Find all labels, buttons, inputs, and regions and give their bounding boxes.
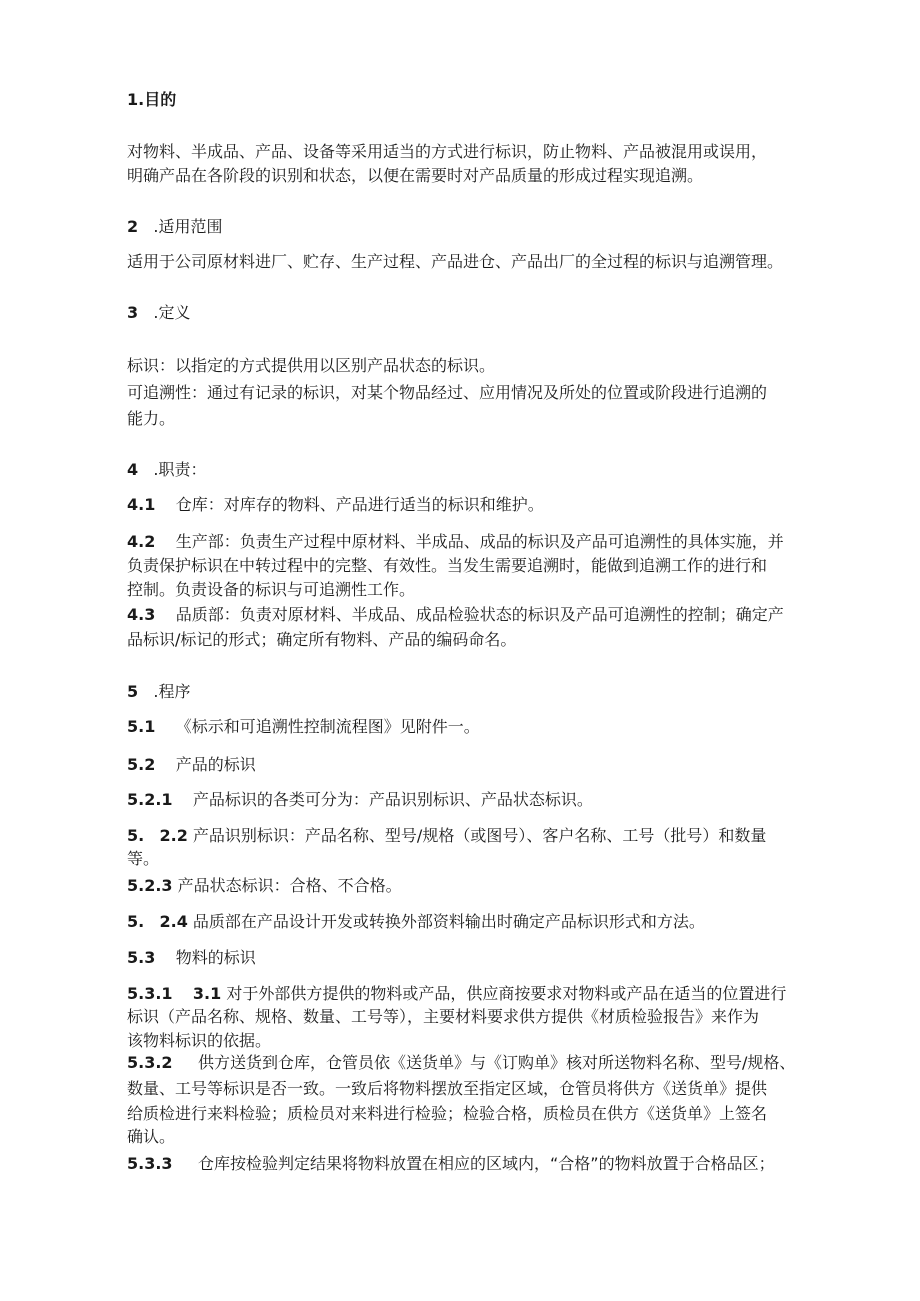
clause-5-3 bbox=[127, 947, 256, 969]
clause-5-3-1-line-2: 标识（产品名称、规格、数量、工号等），主要材料要求供方提供《材质检验报告》来作为 bbox=[127, 1007, 760, 1026]
section-3-title bbox=[127, 302, 191, 324]
clause-5-3-1-number-a: 5.3.1 bbox=[127, 984, 173, 1003]
clause-5-2-3-text: 产品状态标识：合格、不合格。 bbox=[177, 876, 402, 895]
clause-4-2-number: 4.2 bbox=[127, 532, 156, 551]
section-5-number: 5 bbox=[127, 682, 139, 701]
clause-4-3-text-1: 品质部：负责对原材料、半成品、成品检验状态的标识及产品可追溯性的控制；确定产 bbox=[175, 605, 784, 624]
definition-traceability-line-1: 可追溯性：通过有记录的标识，对某个物品经过、应用情况及所处的位置或阶段进行追溯的 bbox=[127, 383, 768, 402]
clause-5-3-3-text: 仓库按检验判定结果将物料放置在相应的区域内，“合格”的物料放置于合格品区； bbox=[198, 1154, 775, 1173]
clause-5-2-4-number-b: 2.4 bbox=[159, 912, 188, 931]
clause-4-3-line-1 bbox=[127, 604, 784, 626]
clause-5-3-1-text-1: 对于外部供方提供的物料或产品，供应商按要求对物料或产品在适当的位置进行 bbox=[226, 984, 787, 1003]
clause-5-3-1-line-1 bbox=[127, 983, 786, 1005]
section-2-body: 适用于公司原材料进厂、贮存、生产过程、产品进仓、产品出厂的全过程的标识与追溯管理。 bbox=[127, 252, 784, 271]
clause-4-1-text: 仓库：对库存的物料、产品进行适当的标识和维护。 bbox=[175, 495, 544, 514]
clause-5-2-4-number-a: 5. bbox=[127, 912, 145, 931]
clause-5-2-1 bbox=[127, 789, 593, 811]
clause-5-2-2-line-2: 等。 bbox=[127, 849, 160, 868]
section-1-title: 1.目的 bbox=[127, 90, 177, 109]
section-4-text: .职责： bbox=[153, 460, 207, 479]
clause-5-2-3-number: 5.2.3 bbox=[127, 876, 173, 895]
clause-4-1-number: 4.1 bbox=[127, 495, 156, 514]
clause-4-2-text-1: 生产部：负责生产过程中原材料、半成品、成品的标识及产品可追溯性的具体实施，并 bbox=[175, 532, 784, 551]
clause-5-2-2-number-b: 2.2 bbox=[159, 826, 188, 845]
section-2-title bbox=[127, 216, 223, 238]
clause-5-2-2-line-1 bbox=[127, 825, 766, 847]
clause-5-3-2-line-1 bbox=[127, 1052, 795, 1074]
clause-5-3-2-number: 5.3.2 bbox=[127, 1053, 173, 1072]
clause-5-2-4 bbox=[127, 911, 705, 933]
clause-4-2-line-3: 控制。负责设备的标识与可追溯性工作。 bbox=[127, 580, 416, 599]
clause-5-3-1-line-3: 该物料标识的依据。 bbox=[127, 1031, 272, 1050]
clause-5-3-2-text-1: 供方送货到仓库，仓管员依《送货单》与《订购单》核对所送物料名称、型号/规格、 bbox=[198, 1053, 796, 1072]
section-3-text: .定义 bbox=[153, 303, 191, 322]
section-5-title bbox=[127, 681, 191, 703]
clause-5-3-text: 物料的标识 bbox=[175, 948, 256, 967]
clause-5-3-3-number: 5.3.3 bbox=[127, 1154, 173, 1173]
clause-5-2-text: 产品的标识 bbox=[175, 755, 256, 774]
section-2-number: 2 bbox=[127, 217, 139, 236]
clause-5-2-2-text-1: 产品识别标识：产品名称、型号/规格（或图号）、客户名称、工号（批号）和数量 bbox=[192, 826, 767, 845]
clause-5-2-1-text: 产品标识的各类可分为：产品识别标识、产品状态标识。 bbox=[192, 790, 593, 809]
clause-4-2-line-1 bbox=[127, 531, 784, 553]
clause-5-2-1-number: 5.2.1 bbox=[127, 790, 173, 809]
clause-5-1-text: 《标示和可追溯性控制流程图》见附件一。 bbox=[175, 717, 480, 736]
clause-5-3-1-number-b: 3.1 bbox=[192, 984, 222, 1003]
section-3-number: 3 bbox=[127, 303, 139, 322]
clause-5-2-number: 5.2 bbox=[127, 755, 156, 774]
section-2-text: .适用范围 bbox=[153, 217, 223, 236]
clause-5-1-number: 5.1 bbox=[127, 717, 156, 736]
clause-5-3-2-line-3: 给质检进行来料检验；质检员对来料进行检验；检验合格，质检员在供方《送货单》上签名 bbox=[127, 1104, 768, 1123]
section-1-line-1: 对物料、半成品、产品、设备等采用适当的方式进行标识，防止物料、产品被混用或误用， bbox=[127, 142, 768, 161]
section-5-text: .程序 bbox=[153, 682, 191, 701]
section-4-title bbox=[127, 459, 207, 481]
section-4-number: 4 bbox=[127, 460, 139, 479]
clause-4-3-line-2: 品标识/标记的形式；确定所有物料、产品的编码命名。 bbox=[127, 630, 517, 649]
clause-5-2-3 bbox=[127, 875, 402, 897]
clause-4-2-line-2: 负责保护标识在中转过程中的完整、有效性。当发生需要追溯时，能做到追溯工作的进行和 bbox=[127, 556, 768, 575]
section-1-line-2: 明确产品在各阶段的识别和状态，以便在需要时对产品质量的形成过程实现追溯。 bbox=[127, 166, 704, 185]
clause-5-3-2-line-4: 确认。 bbox=[127, 1127, 176, 1146]
clause-5-3-3 bbox=[127, 1153, 775, 1175]
clause-5-2-4-text: 品质部在产品设计开发或转换外部资料输出时确定产品标识形式和方法。 bbox=[192, 912, 705, 931]
definition-identification: 标识：以指定的方式提供用以区别产品状态的标识。 bbox=[127, 356, 496, 375]
clause-5-3-number: 5.3 bbox=[127, 948, 156, 967]
clause-4-1 bbox=[127, 494, 544, 516]
clause-5-2 bbox=[127, 754, 256, 776]
clause-5-1 bbox=[127, 716, 480, 738]
clause-5-3-2-line-2: 数量、工号等标识是否一致。一致后将物料摆放至指定区域，仓管员将供方《送货单》提供 bbox=[127, 1079, 768, 1098]
clause-5-2-2-number-a: 5. bbox=[127, 826, 145, 845]
definition-traceability-line-2: 能力。 bbox=[127, 409, 176, 428]
clause-4-3-number: 4.3 bbox=[127, 605, 156, 624]
